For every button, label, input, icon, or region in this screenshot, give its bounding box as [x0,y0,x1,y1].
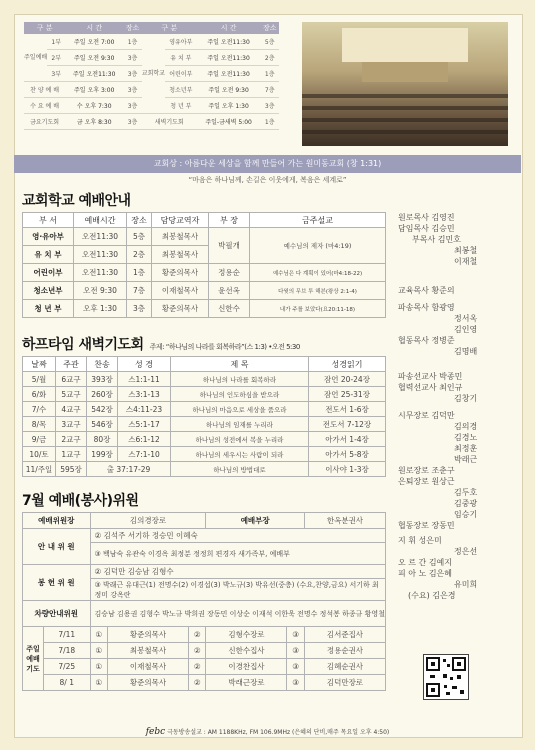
febc-logo: febc [145,727,166,737]
schedule-place: 3층 [123,50,142,66]
school-pastor: 이재철목사 [152,282,209,300]
staff-line: 교육목사 황준의 [398,286,455,295]
school-dept: 유 치 부 [23,246,74,264]
dawn-hymn: 199장 [87,447,118,462]
school-dept: 영·유아부 [23,228,74,246]
schedule-label: 금요기도회 [24,114,65,130]
schedule-label: 1부 [47,34,65,50]
dawn-hymn: 260장 [87,387,118,402]
staff-line: 임승기 [454,510,478,519]
schedule-time: 주일 오전11:30 [197,66,261,82]
staff-line: 은퇴장로 원상근 [398,477,455,486]
pew-row [302,106,508,110]
dawn-header: 성 경 [118,357,171,372]
school-sermon: 다윗의 무브 투 해븐(왕상 2:1-4) [250,282,386,300]
dawn-section-title [22,334,300,354]
dawn-reading: 전도서 7-12장 [309,417,386,432]
prayer-name: 최봉철목사 [108,643,189,659]
prayer-slot: ② [188,659,205,675]
leader-name: 김의경장로 [90,513,206,529]
dawn-lead: 5교구 [56,387,87,402]
schedule-header: 구 분 [142,22,197,34]
schedule-time: 금 오후 8:30 [65,114,123,130]
prayer-slot: ③ [287,675,304,691]
july-table [22,512,386,691]
schedule-header: 장소 [260,22,279,34]
schedule-label: 청 년 부 [165,98,197,114]
schedule-place: 1층 [260,66,279,82]
schedule-label: 청소년부 [165,82,197,98]
prayer-slot: ② [188,627,205,643]
schedule-place: 3층 [123,66,142,82]
prayer-name: 김형수장로 [206,627,287,643]
dawn-date: 11/주일 [23,462,56,477]
dawn-scripture: 스1:1-11 [118,372,171,387]
school-head: 박필개 [209,228,250,264]
dawn-topic: 하나님의 인도하심을 받으라 [171,387,309,402]
offer-label: 봉 헌 위 원 [23,565,91,601]
prayer-date: 7/18 [44,643,91,659]
prayer-name: 김혜순권사 [304,659,385,675]
dawn-reading: 전도서 1-6장 [309,402,386,417]
staff-line: 이재철 [454,257,478,266]
prayer-slot: ① [90,675,107,691]
dawn-scripture: 출 37:17-29 [87,462,171,477]
schedule-time: 주일 오전 9:30 [65,50,123,66]
schedule-place: 2층 [260,50,279,66]
school-time: 오전11:30 [74,246,127,264]
school-dept: 청 년 부 [23,300,74,318]
staff-line: 피 아 노 김은혜 [398,569,452,578]
staff-line: 원로목사 김영진 [398,213,455,222]
schedule-place: 1층 [123,34,142,50]
schedule-time: 수 오후 7:30 [65,98,123,114]
staff-line: 시무장로 김덕만 [398,411,455,420]
schedule-group-right: 교회학교 [142,34,165,114]
school-time: 오전 9:30 [74,282,127,300]
staff-line: 김인영 [454,325,478,334]
staff-line: 지 휘 성은미 [398,536,442,545]
schedule-place: 3층 [260,98,279,114]
schedule-header: 구 분 [24,22,65,34]
staff-list [398,212,477,601]
school-place: 7층 [127,282,152,300]
footer [14,727,521,741]
footer-text: 극동방송설교 : AM 1188KHz, FM 106.9MHz (은혜의 단비,매주 목요일 오후 4:50) [167,729,390,736]
staff-line: (수요) 김은경 [408,591,456,600]
dawn-reading: 이사야 1-3장 [309,462,386,477]
staff-line: 오 르 간 김예지 [398,558,452,567]
schedule-label: 어린이부 [165,66,197,82]
school-header: 예배시간 [74,213,127,228]
dawn-scripture: 스4:11-23 [118,402,171,417]
dawn-topic: 하나님의 성전에서 복을 누리라 [171,432,309,447]
school-header: 금주설교 [250,213,386,228]
dawn-header: 제 목 [171,357,309,372]
prayer-name: 박래근장로 [206,675,287,691]
dawn-hymn: 546장 [87,417,118,432]
prayer-label: 주일 예배 기도 [23,627,44,691]
dawn-hymn: 80장 [87,432,118,447]
dawn-header: 찬송 [87,357,118,372]
dawn-header: 주관 [56,357,87,372]
staff-line: 유미희 [454,580,478,589]
dawn-scripture: 스7:1-10 [118,447,171,462]
schedule-group-left: 주일예배 [24,34,47,82]
staff-line: 김두호 [454,488,478,497]
church-vision-banner: 교회상 : 아름다운 세상을 함께 만들어 가는 원미동교회 (창 1:31) [14,155,521,173]
leader-label: 예배위원장 [23,513,91,529]
schedule-time: 주일-금새벽 5:00 [197,114,261,130]
dawn-reading: 잠언 20-24장 [309,372,386,387]
dawn-date: 5/월 [23,372,56,387]
school-place: 5층 [127,228,152,246]
prayer-slot: ③ [287,659,304,675]
schedule-label: 유 치 부 [165,50,197,66]
dawn-theme: 주제: “하나님의 나라를 회복하라”(스 1:3) •오전 5:30 [149,343,300,351]
prayer-name: 신한수집사 [206,643,287,659]
dawn-title-text: 하프타임 새벽기도회 [22,337,144,353]
sanctuary-photo [302,22,508,146]
prayer-slot: ③ [287,643,304,659]
prayer-name: 이재철목사 [108,659,189,675]
school-place: 3층 [127,300,152,318]
dawn-date: 9/금 [23,432,56,447]
july-section-title: 7월 예배(봉사)위원 [22,493,139,509]
staff-line: 협동목사 정병준 [398,336,455,345]
dawn-scripture: 스6:1-12 [118,432,171,447]
staff-line: 최봉철 [454,246,478,255]
staff-line: 김명배 [454,347,478,356]
prayer-name: 김서준집사 [304,627,385,643]
staff-line: 파송목사 함광영 [398,303,455,312]
dawn-topic: 하나님의 나라를 회복하라 [171,372,309,387]
school-head: 신한수 [209,300,250,318]
school-sermon: 내가 주를 보았다(요20:11-18) [250,300,386,318]
school-header: 장소 [127,213,152,228]
dawn-hymn: 542장 [87,402,118,417]
school-section-title: 교회학교 예배안내 [22,193,131,209]
staff-line: 박래근 [454,455,478,464]
staff-line: 김창기 [454,394,478,403]
dawn-scripture: 스5:1-17 [118,417,171,432]
offer-group-3: ③ 박래근 유대근(1) 전명수(2) 이경섭(3) 박노규(3) 박유선(중층) (수요,찬양,금요) 서기하 최정미 강옥란 [90,579,385,601]
school-place: 1층 [127,264,152,282]
schedule-place: 3층 [123,98,142,114]
school-dept: 청소년부 [23,282,74,300]
church-motto: “마음은 하나님께, 손길은 이웃에게, 복음은 세계로” [188,176,347,184]
staff-line: 정은선 [454,547,478,556]
prayer-name: 황준의목사 [108,627,189,643]
staff-line: 김중광 [454,499,478,508]
school-pastor: 최봉철목사 [152,246,209,264]
school-pastor: 최봉철목사 [152,228,209,246]
dawn-header: 날짜 [23,357,56,372]
schedule-time: 주일 오전11:30 [197,50,261,66]
prayer-name: 이경찬집사 [206,659,287,675]
dawn-table [22,356,386,477]
dawn-lead: 4교구 [56,402,87,417]
school-header: 부 장 [209,213,250,228]
sanctuary-stage [362,62,448,82]
schedule-place: 7층 [260,82,279,98]
school-place: 2층 [127,246,152,264]
prayer-slot: ② [188,675,205,691]
schedule-place: 5층 [260,34,279,50]
sanctuary-wall [342,28,468,62]
dawn-lead: 1교구 [56,447,87,462]
school-header: 담당교역자 [152,213,209,228]
school-time: 오후 1:30 [74,300,127,318]
prayer-slot: ① [90,659,107,675]
dawn-lead: 3교구 [56,417,87,432]
prayer-name: 김덕만장로 [304,675,385,691]
dawn-date: 10/토 [23,447,56,462]
school-head: 윤선옥 [209,282,250,300]
school-head: 정용순 [209,264,250,282]
staff-line: 부목사 김민호 [412,235,461,244]
schedule-label: 2부 [47,50,65,66]
dawn-lead: 6교구 [56,372,87,387]
schedule-time: 주일 오후 1:30 [197,98,261,114]
prayer-slot: ① [90,627,107,643]
dawn-date: 6/화 [23,387,56,402]
schedule-label: 수 요 예 배 [24,98,65,114]
schedule-place: 1층 [260,114,279,130]
car-members: 김승남 김용권 김형수 박노규 박희권 장동민 이상순 이재석 이한욱 전명수 정석봉 하종규 황영철 [90,601,385,627]
dawn-reading: 아가서 1-4장 [309,432,386,447]
staff-line: 정서옥 [454,314,478,323]
staff-line: 협동장로 장동민 [398,521,455,530]
prayer-date: 7/25 [44,659,91,675]
school-sermon: 예수님은 다 계획이 있어(마4:18-22) [250,264,386,282]
staff-line: 협력선교사 최인규 [398,383,463,392]
schedule-header: 시 간 [65,22,123,34]
qr-code[interactable] [423,654,469,700]
dawn-scripture: 스3:1-13 [118,387,171,402]
prayer-slot: ① [90,643,107,659]
prayer-slot: ③ [287,627,304,643]
pew-row [302,118,508,122]
dawn-hymn: 393장 [87,372,118,387]
schedule-label: 찬 양 예 배 [24,82,65,98]
prayer-name: 황준의목사 [108,675,189,691]
vice-name: 한옥분권사 [304,513,385,529]
schedule-label: 영유아부 [165,34,197,50]
school-pastor: 황준의목사 [152,264,209,282]
school-time: 오전11:30 [74,264,127,282]
vice-label: 예배부장 [206,513,304,529]
staff-line: 파송선교사 박종민 [398,372,463,381]
staff-line: 김경노 [454,433,478,442]
school-time: 오전11:30 [74,228,127,246]
schedule-time: 주일 오전 7:00 [65,34,123,50]
school-dept: 어린이부 [23,264,74,282]
prayer-name: 정용순권사 [304,643,385,659]
schedule-place: 3층 [123,114,142,130]
dawn-topic: 하나님의 마음으로 세상을 품으라 [171,402,309,417]
staff-line: 최정훈 [454,444,478,453]
guide-group-2: ② 김석주 서기하 정승민 이혜숙 [90,529,385,543]
schedule-label: 3부 [47,66,65,82]
guide-label: 안 내 위 원 [23,529,91,565]
staff-line: 김의경 [454,422,478,431]
prayer-date: 8/ 1 [44,675,91,691]
dawn-reading: 아가서 5-8장 [309,447,386,462]
prayer-date: 7/11 [44,627,91,643]
school-table [22,212,386,318]
dawn-lead: 2교구 [56,432,87,447]
guide-group-3: ③ 백남숙 유관숙 이경옥 최정분 정정희 편경자 새가족부, 예배부 [90,543,385,565]
schedule-header: 시 간 [197,22,261,34]
offer-group-2: ② 김덕만 김승남 김형수 [90,565,385,579]
dawn-reading: 잠언 25-31장 [309,387,386,402]
schedule-time: 주일 오전 9:30 [197,82,261,98]
dawn-topic: 하나님의 임재를 누리라 [171,417,309,432]
staff-line: 담임목사 김승민 [398,224,455,233]
school-sermon: 예수님의 제자 (마4:19) [250,228,386,264]
schedule-header: 장소 [123,22,142,34]
qr-code-graphic [424,655,468,699]
dawn-hymn: 595장 [56,462,87,477]
staff-line: 원로장로 조춘구 [398,466,455,475]
dawn-date: 7/수 [23,402,56,417]
schedule-label: 새벽기도회 [142,114,197,130]
schedule-place: 3층 [123,82,142,98]
schedule-time: 주일 오전11:30 [197,34,261,50]
dawn-topic: 하나님의 세우시는 사람이 되라 [171,447,309,462]
pew-row [302,94,508,98]
car-label: 차량안내위원 [23,601,91,627]
school-header: 부 서 [23,213,74,228]
schedule-time: 주일 오후 3:00 [65,82,123,98]
dawn-date: 8/목 [23,417,56,432]
pew-row [302,130,508,134]
dawn-header: 성경읽기 [309,357,386,372]
worship-schedule-table [24,22,279,130]
school-pastor: 황준의목사 [152,300,209,318]
prayer-slot: ② [188,643,205,659]
dawn-topic: 하나님의 방법대로 [171,462,309,477]
schedule-time: 주일 오전11:30 [65,66,123,82]
